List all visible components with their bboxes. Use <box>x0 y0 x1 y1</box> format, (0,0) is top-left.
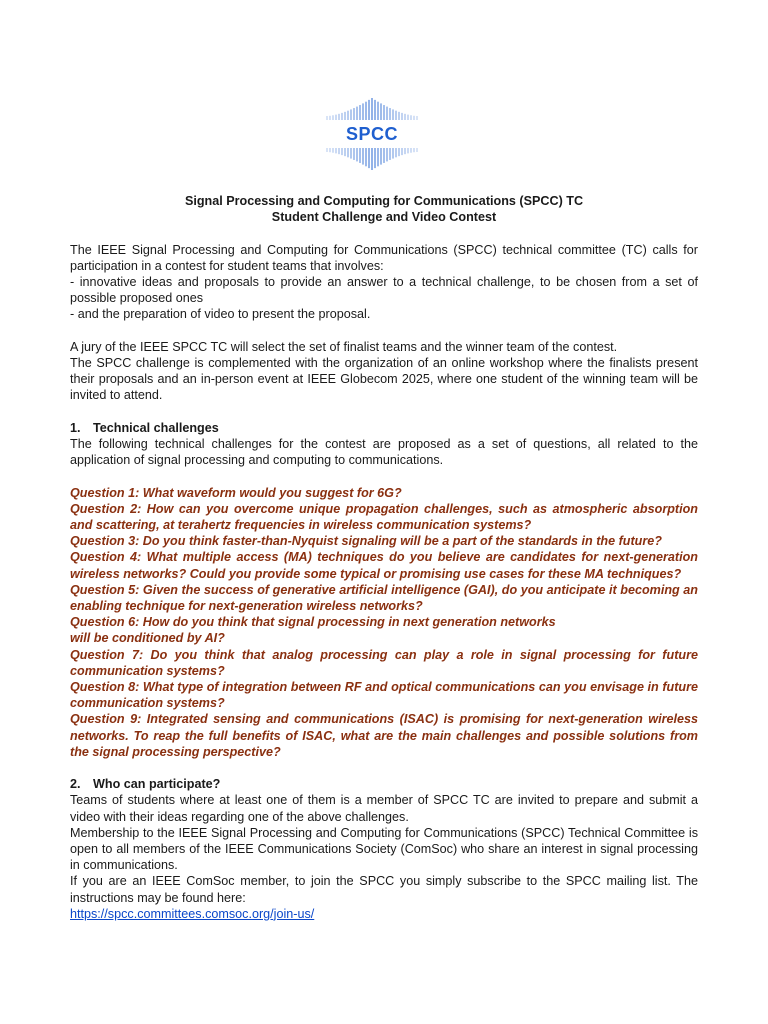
logo-wave-bar <box>392 109 393 120</box>
logo-wave-bar <box>398 112 399 120</box>
logo-wave-bar <box>359 105 360 120</box>
logo-wave-bar <box>392 148 393 159</box>
logo-wave-bar <box>332 148 333 153</box>
logo-wave-bar <box>344 148 345 156</box>
logo-wave-bar <box>353 148 354 160</box>
logo-wave-bar <box>371 148 372 170</box>
intro-paragraph: The IEEE Signal Processing and Computing for Communications (SPCC) technical committee (TC) calls for participation in a contest for student teams that involves: <box>70 242 698 273</box>
logo-wave-bar <box>326 148 327 152</box>
logo-wave-bar <box>380 148 381 165</box>
logo-wave-bar <box>347 148 348 157</box>
question-item: Question 2: How can you overcome unique propagation challenges, such as atmospheric absorption and scattering, at terahertz frequencies in wireless communication systems? <box>70 501 698 532</box>
logo-wave-bar <box>338 114 339 120</box>
logo-wave-bar <box>365 148 366 166</box>
spcc-logo <box>322 92 422 176</box>
logo-wave-bar <box>350 109 351 120</box>
logo-wave-bar <box>356 107 357 120</box>
logo-wave-bar <box>395 148 396 157</box>
question-item: Question 7: Do you think that analog processing can play a role in signal processing for future communication systems? <box>70 647 698 678</box>
question-item: Question 1: What waveform would you suggest for 6G? <box>70 485 402 500</box>
logo-wave-bar <box>410 115 411 120</box>
subscribe-paragraph: If you are an IEEE ComSoc member, to join the SPCC you simply subscribe to the SPCC mailing list. The instructions may be found here: <box>70 874 698 905</box>
logo-wave-bar <box>407 115 408 120</box>
logo-wave-bar <box>407 148 408 153</box>
logo-wave-bar <box>380 103 381 120</box>
membership-paragraph: Membership to the IEEE Signal Processing and Computing for Communications (SPCC) Technical Committee is open to all members of the IEEE Communications Society (ComSoc) who share an interest in signal processing in communications. <box>70 825 698 873</box>
logo-wave-bar <box>353 108 354 120</box>
logo-wave-bar <box>326 116 327 120</box>
logo-wave-bar <box>368 148 369 168</box>
logo-wave-bar <box>383 148 384 163</box>
logo-wave-bar <box>362 148 363 165</box>
logo-wave-bar <box>398 148 399 156</box>
logo-wave-bar <box>332 115 333 120</box>
logo-wave-bar <box>359 148 360 163</box>
logo-text: SPCC <box>345 124 398 144</box>
question-item: Question 4: What multiple access (MA) techniques do you believe are candidates for next-generation wireless networks? Could you provide some typical or promising use cases for these MA techniques? <box>70 550 698 581</box>
question-item: Question 9: Integrated sensing and communications (ISAC) is promising for next-generation wireless networks. To reap the full benefits of ISAC, what are the main challenges and possible solutions from the signal processing perspective? <box>70 712 698 759</box>
jury-paragraph: A jury of the IEEE SPCC TC will select the set of finalist teams and the winner team of the contest. <box>70 339 618 354</box>
logo-wave-bar <box>413 116 414 120</box>
logo-wave-bar <box>386 148 387 161</box>
section-body: The following technical challenges for the contest are proposed as a set of questions, all related to the application of signal processing and computing to communications. <box>70 437 698 468</box>
logo-wave-bar <box>335 115 336 120</box>
logo-wave-bar <box>395 111 396 120</box>
logo-wave-bar <box>377 148 378 166</box>
logo-wave-bar <box>401 148 402 155</box>
intro-list-item: - innovative ideas and proposals to provide an answer to a technical challenge, to be chosen from a set of possible proposed ones <box>70 275 698 306</box>
workshop-paragraph: The SPCC challenge is complemented with the organization of an online workshop where the finalists present their proposals and an in-person event at IEEE Globecom 2025, where one student of the winning team will be invited to attend. <box>70 356 698 403</box>
logo-wave-bar <box>389 108 390 120</box>
join-us-link[interactable]: https://spcc.committees.comsoc.org/join-us/ <box>70 906 315 921</box>
logo-wave-bar <box>365 102 366 120</box>
question-item-continued: will be conditioned by AI? <box>70 631 225 646</box>
document-body <box>70 193 698 922</box>
question-item: Question 6: How do you think that signal processing in next generation networks <box>70 615 556 630</box>
page-title: Signal Processing and Computing for Communications (SPCC) TC <box>184 194 584 208</box>
logo-wave-bar <box>341 113 342 120</box>
logo-wave-bar <box>347 111 348 120</box>
logo-wave-bar <box>410 148 411 153</box>
logo-wave-bar <box>386 107 387 120</box>
logo-wave-bar <box>362 103 363 120</box>
logo-wave-bar <box>371 98 372 120</box>
logo-wave-bar <box>377 102 378 120</box>
intro-list-item: - and the preparation of video to present the proposal. <box>70 307 371 322</box>
logo-wave-bar <box>329 116 330 120</box>
logo-wave-bar <box>416 116 417 120</box>
logo-wave-bar <box>404 148 405 154</box>
logo-wave-bar <box>338 148 339 154</box>
logo-wave-bar <box>374 100 375 120</box>
participants-paragraph: Teams of students where at least one of them is a member of SPCC TC are invited to prepare and submit a video with their ideas regarding one of the above challenges. <box>70 793 698 824</box>
logo-wave-bar <box>383 105 384 120</box>
logo-wave-bar <box>389 148 390 160</box>
logo-wave-bar <box>350 148 351 159</box>
logo-wave-bar <box>356 148 357 161</box>
logo-wave-bar <box>368 100 369 120</box>
logo-wave-bar <box>416 148 417 152</box>
question-item: Question 3: Do you think faster-than-Nyquist signaling will be a part of the standards in the future? <box>70 534 662 549</box>
question-item: Question 5: Given the success of generative artificial intelligence (GAI), do you anticipate it becoming an enabling technique for next-generation wireless networks? <box>70 582 698 614</box>
question-item: Question 8: What type of integration between RF and optical communications can you envisage in future communication systems? <box>70 680 698 711</box>
logo-wave-bar <box>404 114 405 120</box>
logo-wave-bar <box>374 148 375 168</box>
logo-wave-bar <box>329 148 330 152</box>
section-heading-who-can-participate: 2. Who can participate? <box>70 777 221 792</box>
page-subtitle: Student Challenge and Video Contest <box>271 210 497 225</box>
logo-wave-bar <box>335 148 336 153</box>
logo-wave-bar <box>341 148 342 155</box>
logo-wave-bar <box>401 113 402 120</box>
logo-wave-bar <box>344 112 345 120</box>
section-heading-technical-challenges: 1. Technical challenges <box>70 420 219 435</box>
logo-wave-bar <box>413 148 414 152</box>
